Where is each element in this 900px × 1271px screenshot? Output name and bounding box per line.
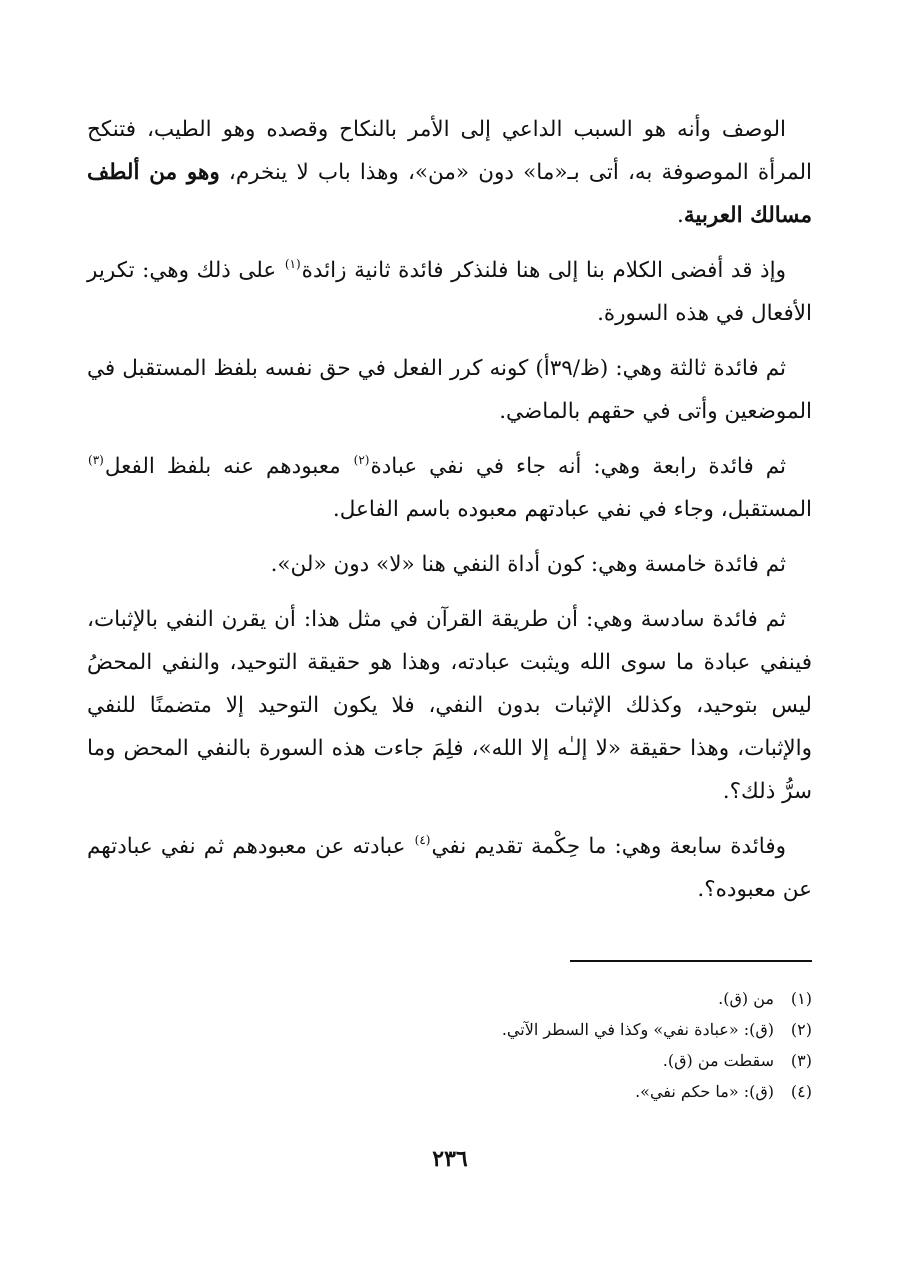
text-segment: ثم فائدة ثالثة وهي: (ظ/٣٩أ) كونه كرر الفعل في حق نفسه بلفظ المستقبل في الموضعين وأتى في حقهم بالماضي.	[87, 356, 812, 424]
text-segment: ثم فائدة سادسة وهي: أن طريقة القرآن في مثل هذا: أن يقرن النفي بالإثبات، فينفي عبادة ما سوى الله ويثبت عبادته، وهذا هو حقيقة التوحيد، والنفي المحضُ ليس بتوحيد، وكذلك الإثبات بدون النفي، فلا يكون التوحيد إلا متضمنًا للنفي والإثبات، وهذا حقيقة «لا إلـٰه إلا الله»، فلِمَ جاءت هذه السورة بالنفي المحض وما سرُّ ذلك؟.	[87, 607, 812, 804]
paragraph	[87, 445, 812, 531]
footnote-marker: (٣)	[88, 453, 104, 467]
footnote-marker: (١)	[284, 257, 301, 271]
text-segment: المستقبل، وجاء في نفي عبادتهم معبوده باسم الفاعل.	[332, 497, 812, 522]
text-segment: ثم فائدة رابعة وهي: أنه جاء في نفي عبادة	[370, 454, 786, 479]
footnote-number: (٤)	[790, 1082, 812, 1101]
text-segment: معبودهم عنه بلفظ الفعل	[104, 454, 353, 479]
text-segment: الوصف وأنه هو السبب الداعي إلى الأمر بالنكاح وقصده وهو الطيب، فتنكح المرأة الموصوفة به، أتى بـ«ما» دون «من»، وهذا باب لا ينخرم،	[87, 117, 812, 185]
footnote-marker: (٢)	[353, 453, 370, 467]
footnote	[87, 1045, 812, 1076]
footnote-text: من (ق).	[718, 989, 774, 1008]
paragraph	[87, 825, 812, 911]
paragraph	[87, 347, 812, 433]
paragraph	[87, 108, 812, 237]
footnote	[87, 1014, 812, 1045]
footnotes	[87, 983, 812, 1107]
paragraph	[87, 543, 812, 586]
footnote-text: (ق): «عبادة نفي» وكذا في السطر الآتي.	[501, 1020, 774, 1039]
paragraph	[87, 598, 812, 813]
paragraph	[87, 249, 812, 335]
footnote-marker: (٤)	[414, 833, 431, 847]
text-segment: ثم فائدة خامسة وهي: كون أداة النفي هنا «لا» دون «لن».	[270, 552, 786, 577]
footnote-number: (٣)	[790, 1051, 812, 1070]
emphasized-text: وهو من ألطف مسالك العربية	[87, 160, 812, 228]
text-segment: على ذلك وهي: تكرير الأفعال في هذه السورة.	[87, 258, 812, 326]
footnote-separator	[570, 960, 812, 962]
body-text	[87, 108, 812, 923]
footnote-number: (١)	[790, 989, 812, 1008]
text-segment: وإذ قد أفضى الكلام بنا إلى هنا فلنذكر فائدة ثانية زائدة	[301, 258, 786, 283]
page-number: ٢٣٦	[432, 1146, 468, 1172]
footnote-text: (ق): «ما حكم نفي».	[635, 1082, 774, 1101]
footnote-number: (٢)	[790, 1020, 812, 1039]
footnote	[87, 1076, 812, 1107]
text-segment: وفائدة سابعة وهي: ما حِكْمة تقديم نفي	[431, 834, 786, 859]
footnote	[87, 983, 812, 1014]
text-segment: عبادته عن معبودهم ثم نفي عبادتهم عن معبوده؟.	[87, 834, 812, 902]
footnote-text: سقطت من (ق).	[662, 1051, 774, 1070]
text-segment: .	[676, 203, 684, 228]
